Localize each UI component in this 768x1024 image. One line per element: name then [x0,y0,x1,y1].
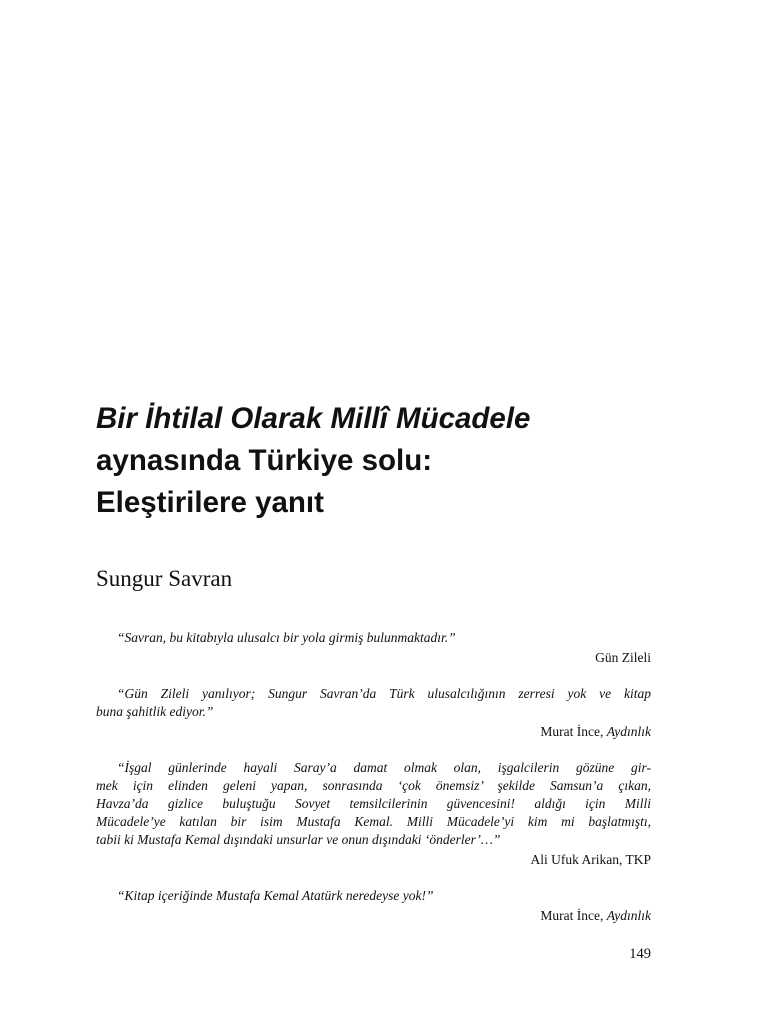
epigraph-4 [96,887,651,925]
epigraph-3 [96,759,651,869]
epigraph-line: buna şahitlik ediyor.” [96,704,214,719]
epigraph-line: Havza’da gizlice buluştuğu Sovyet temsilcilerinin güvencesini! aldığı için Milli [96,796,651,811]
page-number: 149 [629,946,651,962]
epigraph-person: Murat İnce, [540,724,607,739]
epigraph-line: “Gün Zileli yanılıyor; Sungur Savran’da Türk ulusalcılığının zerresi yok ve kitap [117,686,651,701]
epigraph-person: Ali Ufuk Arikan, TKP [530,852,651,867]
epigraph-1 [96,629,651,667]
epigraph-line: Mücadele’ye katılan bir isim Mustafa Kemal. Milli Mücadele’yi kim mi başlatmıştı, [96,814,651,829]
epigraph-text [96,887,651,905]
epigraph-quotes [96,629,651,943]
chapter-title-line-1: Bir İhtilal Olarak Millî Mücadele [96,402,531,435]
epigraph-2 [96,685,651,741]
epigraph-person: Murat İnce, [540,908,607,923]
chapter-title-line-2: aynasında Türkiye solu: [96,444,433,477]
epigraph-attribution [96,723,651,741]
epigraph-attribution [96,907,651,925]
epigraph-attribution [96,851,651,869]
author-name: Sungur Savran [96,566,233,591]
epigraph-text [96,759,651,849]
epigraph-line: “Savran, bu kitabıyla ulusalcı bir yola girmiş bulunmaktadır.” [117,630,456,645]
epigraph-line: “Kitap içeriğinde Mustafa Kemal Atatürk neredeyse yok!” [117,888,434,903]
epigraph-line: mek için elinden geleni yapan, sonrasında ‘çok önemsiz’ şekilde Samsun’a çıkan, [96,778,651,793]
epigraph-attribution [96,649,651,667]
epigraph-text [96,629,651,647]
epigraph-person: Gün Zileli [595,650,651,665]
epigraph-line: tabii ki Mustafa Kemal dışındaki unsurlar ve onun dışındaki ‘önderler’…” [96,832,501,847]
epigraph-source: Aydınlık [606,908,651,923]
chapter-title-line-3: Eleştirilere yanıt [96,486,324,519]
epigraph-line: “İşgal günlerinde hayali Saray’a damat olmak olan, işgalcilerin gözüne gir- [117,760,651,775]
chapter-title [96,398,656,524]
epigraph-source: Aydınlık [606,724,651,739]
book-page [96,0,651,1024]
epigraph-text [96,685,651,721]
